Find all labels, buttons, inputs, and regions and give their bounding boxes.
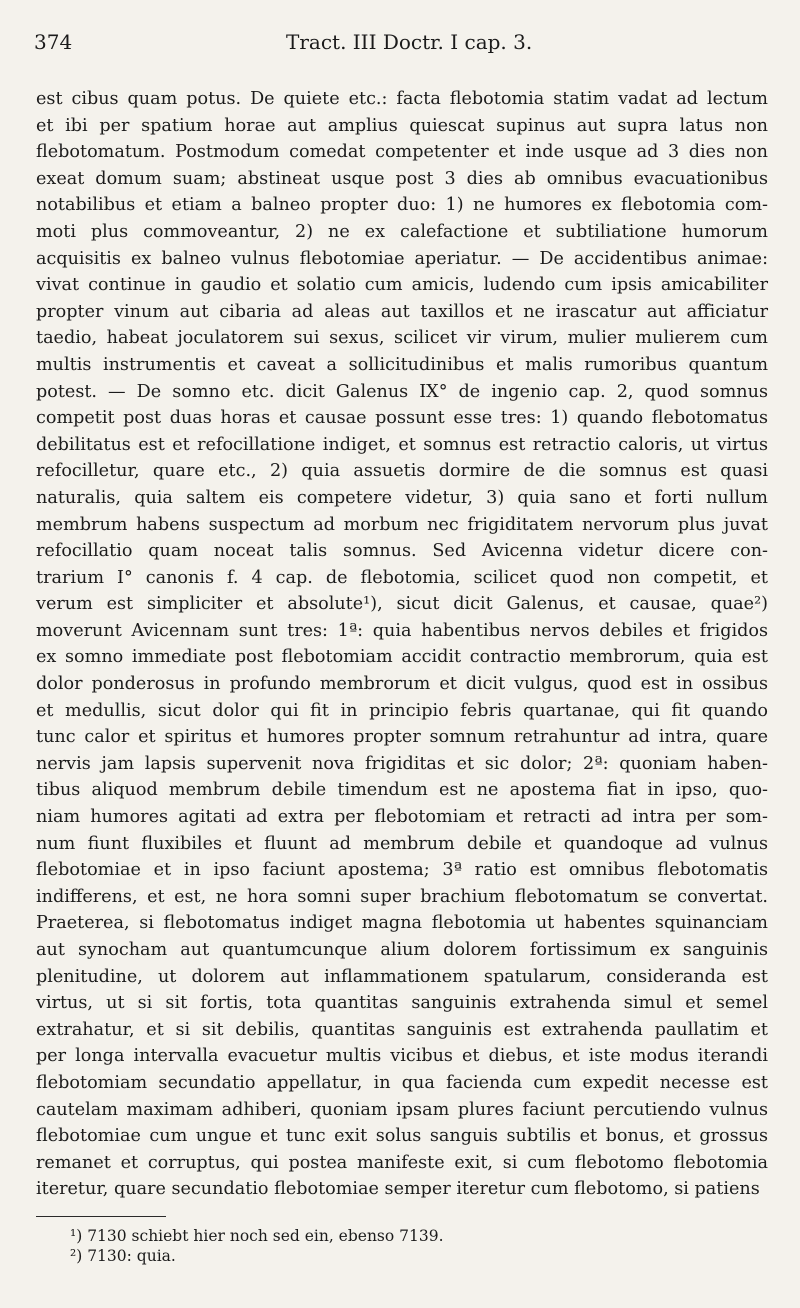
text-line: tunc calor et spiritus et humores propter somnum retrahuntur ad intra, quare <box>36 727 768 748</box>
footnote: ¹) 7130 schiebt hier noch sed ein, ebenso 7139. <box>70 1227 444 1245</box>
text-line: debilitatus est et refocillatione indiget, et somnus est retractio caloris, ut virtus <box>36 434 768 455</box>
text-line: refocilletur, quare etc., 2) quia assuetis dormire de die somnus est quasi <box>36 461 768 482</box>
text-line: tibus aliquod membrum debile timendum est ne apostema fiat in ipso, quo- <box>36 780 768 801</box>
text-line: nervis jam lapsis supervenit nova frigiditas et sic dolor; 2ª: quoniam haben- <box>36 753 768 774</box>
text-line: et medullis, sicut dolor qui fit in principio febris quartanae, qui fit quando <box>36 700 768 721</box>
footnotes <box>70 1226 670 1266</box>
text-line: num fiunt fluxibiles et fluunt ad membrum debile et quandoque ad vulnus <box>36 833 768 854</box>
text-line: multis instrumentis et caveat a sollicitudinibus et malis rumoribus quantum <box>36 354 768 375</box>
text-line: remanet et corruptus, qui postea manifeste exit, si cum flebotomo flebotomia <box>36 1152 768 1173</box>
text-line: naturalis, quia saltem eis competere videtur, 3) quia sano et forti nullum <box>36 487 768 508</box>
text-line: exeat domum suam; abstineat usque post 3 dies ab omnibus evacuationibus <box>36 168 768 189</box>
text-line: flebotomiae cum ungue et tunc exit solus sanguis subtilis et bonus, et grossus <box>36 1126 768 1147</box>
text-line: Praeterea, si flebotomatus indiget magna flebotomia ut habentes squinanciam <box>36 913 768 934</box>
text-line: et ibi per spatium horae aut amplius quiescat supinus aut supra latus non <box>36 115 768 136</box>
running-title: Tract. III Doctr. I cap. 3. <box>286 30 533 54</box>
text-line: verum est simpliciter et absolute¹), sicut dicit Galenus, et causae, quae²) <box>36 594 768 615</box>
page-header <box>34 30 774 62</box>
text-line: propter vinum aut cibaria ad aleas aut taxillos et ne irascatur aut afficiatur <box>36 301 768 322</box>
text-line: refocillatio quam noceat talis somnus. Sed Avicenna videtur dicere con- <box>36 541 768 562</box>
body-text <box>36 86 768 1203</box>
text-line: iteretur, quare secundatio flebotomiae semper iteretur cum flebotomo, si patiens <box>36 1179 760 1200</box>
text-line: competit post duas horas et causae possunt esse tres: 1) quando flebotomatus <box>36 408 768 429</box>
text-line: flebotomatum. Postmodum comedat competenter et inde usque ad 3 dies non <box>36 142 768 163</box>
text-line: aut synocham aut quantumcunque alium dolorem fortissimum ex sanguinis <box>36 940 768 960</box>
text-line: potest. — De somno etc. dicit Galenus IX° de ingenio cap. 2, quod somnus <box>36 381 768 402</box>
text-line: virtus, ut si sit fortis, tota quantitas sanguinis extrahenda simul et semel <box>36 993 768 1014</box>
page-number: 374 <box>34 30 73 54</box>
text-line: est cibus quam potus. De quiete etc.: facta flebotomia statim vadat ad lectum <box>36 89 768 109</box>
text-line: taedio, habeat joculatorem sui sexus, scilicet vir virum, mulier mulierem cum <box>36 328 768 349</box>
text-line: ex somno immediate post flebotomiam accidit contractio membrorum, quia est <box>36 647 768 668</box>
text-line: niam humores agitati ad extra per flebotomiam et retracti ad intra per som- <box>36 807 768 828</box>
footnote-separator <box>36 1216 166 1217</box>
text-line: dolor ponderosus in profundo membrorum et dicit vulgus, quod est in ossibus <box>36 674 768 695</box>
text-line: per longa intervalla evacuetur multis vicibus et diebus, et iste modus iterandi <box>36 1046 768 1067</box>
footnote: ²) 7130: quia. <box>70 1247 176 1265</box>
text-line: trarium I° canonis f. 4 cap. de flebotomia, scilicet quod non competit, et <box>36 567 768 588</box>
text-line: flebotomiae et in ipso faciunt apostema; 3ª ratio est omnibus flebotomatis <box>36 860 768 881</box>
text-line: membrum habens suspectum ad morbum nec frigiditatem nervorum plus juvat <box>36 514 768 535</box>
text-line: notabilibus et etiam a balneo propter duo: 1) ne humores ex flebotomia com- <box>36 195 768 216</box>
text-line: flebotomiam secundatio appellatur, in qua facienda cum expedit necesse est <box>36 1072 768 1093</box>
text-line: acquisitis ex balneo vulnus flebotomiae aperiatur. — De accidentibus animae: <box>36 248 768 269</box>
text-line: cautelam maximam adhiberi, quoniam ipsam plures faciunt percutiendo vulnus <box>36 1099 768 1120</box>
text-line: moti plus commoveantur, 2) ne ex calefactione et subtiliatione humorum <box>36 221 768 242</box>
text-line: indifferens, et est, ne hora somni super brachium flebotomatum se convertat. <box>36 886 768 907</box>
text-line: extrahatur, et si sit debilis, quantitas sanguinis est extrahenda paullatim et <box>36 1019 768 1040</box>
text-line: vivat continue in gaudio et solatio cum amicis, ludendo cum ipsis amicabiliter <box>36 275 768 296</box>
text-line: plenitudine, ut dolorem aut inflammationem spatularum, consideranda est <box>36 966 768 987</box>
text-line: moverunt Avicennam sunt tres: 1ª: quia habentibus nervos debiles et frigidos <box>36 620 768 641</box>
